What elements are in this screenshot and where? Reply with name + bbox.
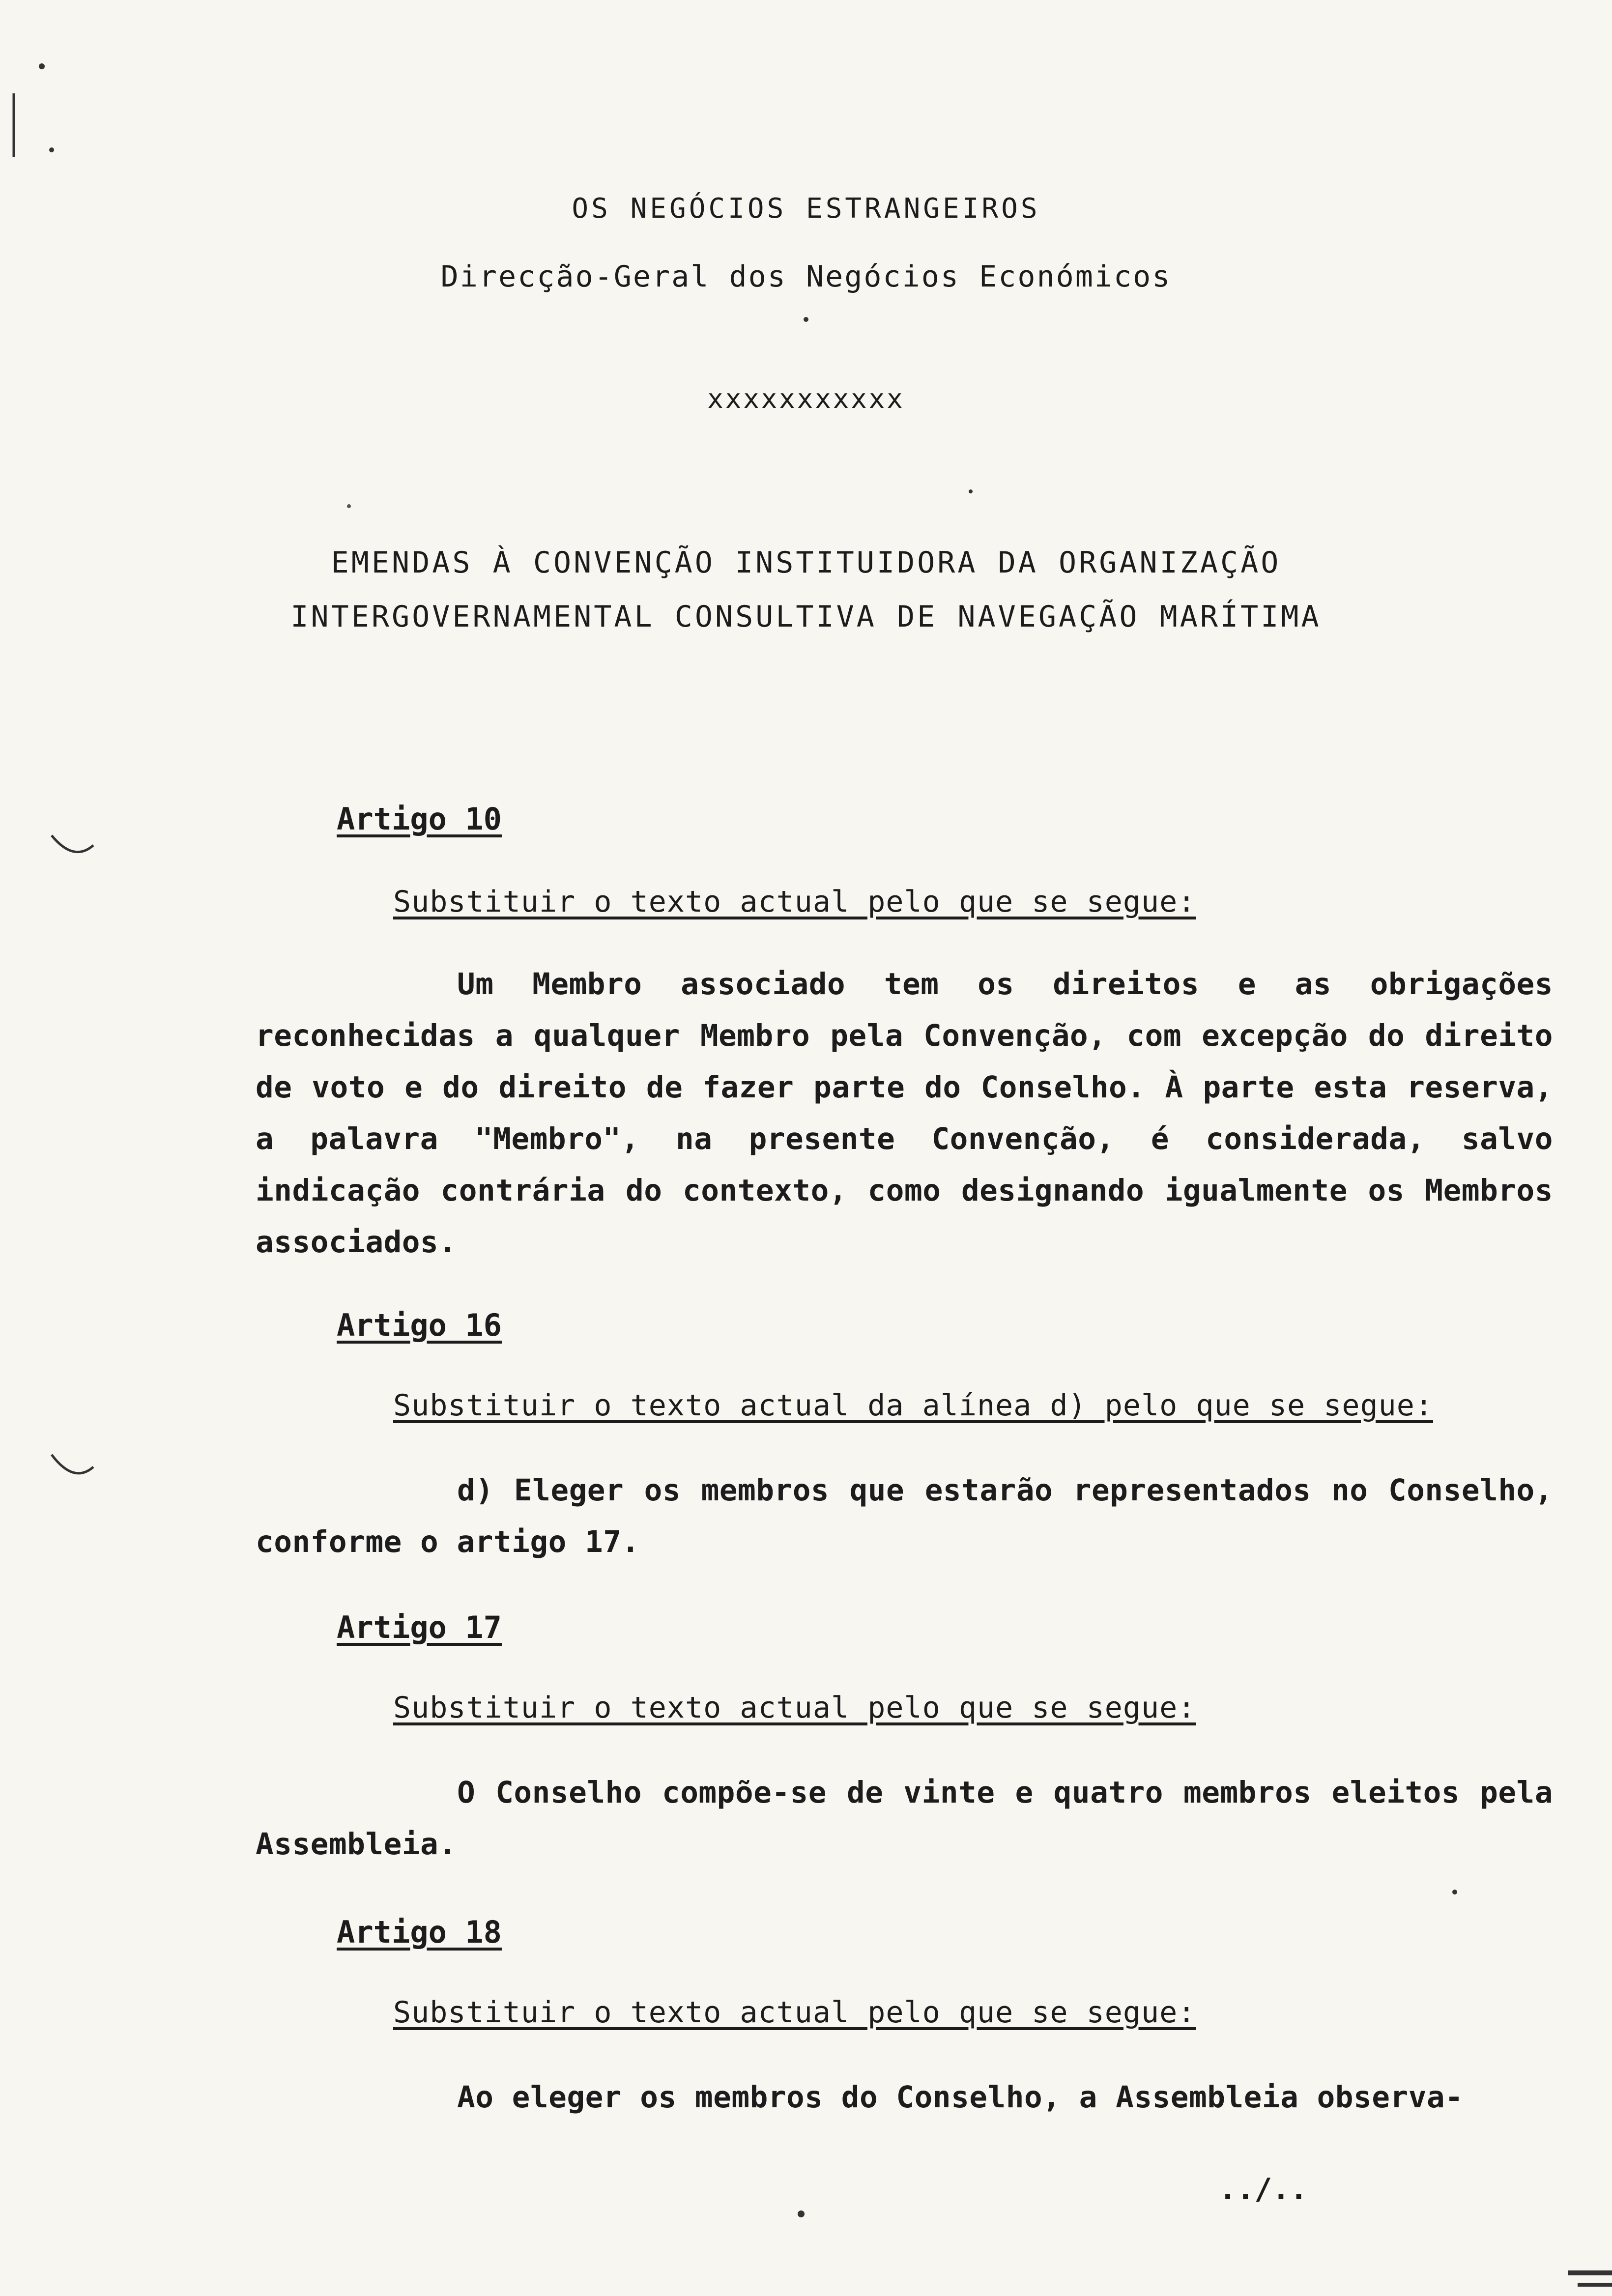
corner-edge — [1578, 2283, 1612, 2287]
article-10-instruction: Substituir o texto actual pelo que se segue: — [393, 885, 1196, 919]
speck — [804, 317, 808, 322]
article-16-instruction: Substituir o texto actual da alínea d) pelo que se segue: — [393, 1388, 1434, 1423]
page-continuation-mark: ../.. — [1219, 2172, 1308, 2207]
article-18-heading: Artigo 18 — [337, 1914, 502, 1950]
article-17-text: O Conselho compõe-se de vinte e quatro membros eleitos pela Assembleia. — [256, 1775, 1553, 1862]
document-title-line-2: INTERGOVERNAMENTAL CONSULTIVA DE NAVEGAÇÃO MARÍTIMA — [290, 600, 1322, 634]
directorate-name: Direcção-Geral dos Negócios Económicos — [440, 259, 1172, 294]
speck — [798, 2210, 805, 2217]
separator-line: xxxxxxxxxxx — [707, 383, 905, 414]
article-16-heading: Artigo 16 — [337, 1307, 502, 1343]
article-10-text: Um Membro associado tem os direitos e as obrigações reconhecidas a qualquer Membro pela Convenção, com excepção do direito de voto e do direito de fazer parte do Conselho. À parte esta reserva, a palavra "Membro", na presente Convenção, é considerada, salvo indicação contrária do contexto, como designando igualmente os Membros associados. — [256, 967, 1553, 1260]
article-18-text: Ao eleger os membros do Conselho, a Assembleia observa- — [457, 2080, 1464, 2115]
article-17-heading: Artigo 17 — [337, 1609, 502, 1645]
speck — [39, 63, 45, 69]
punch-hole-arc-lower — [52, 1455, 93, 1473]
article-10-heading: Artigo 10 — [337, 801, 502, 837]
speck — [969, 489, 973, 493]
article-16-text: d) Eleger os membros que estarão representados no Conselho, conforme o artigo 17. — [256, 1473, 1553, 1559]
speck — [1452, 1890, 1457, 1894]
ministry-name: OS NEGÓCIOS ESTRANGEIROS — [572, 193, 1040, 225]
speck — [49, 147, 54, 152]
corner-edge — [1568, 2270, 1612, 2275]
article-18-instruction: Substituir o texto actual pelo que se segue: — [393, 1995, 1196, 2030]
document-title-line-1: EMENDAS À CONVENÇÃO INSTITUIDORA DA ORGANIZAÇÃO — [331, 545, 1281, 580]
punch-hole-arc-upper — [52, 835, 93, 852]
speck — [347, 504, 351, 508]
article-17-instruction: Substituir o texto actual pelo que se segue: — [393, 1691, 1196, 1725]
